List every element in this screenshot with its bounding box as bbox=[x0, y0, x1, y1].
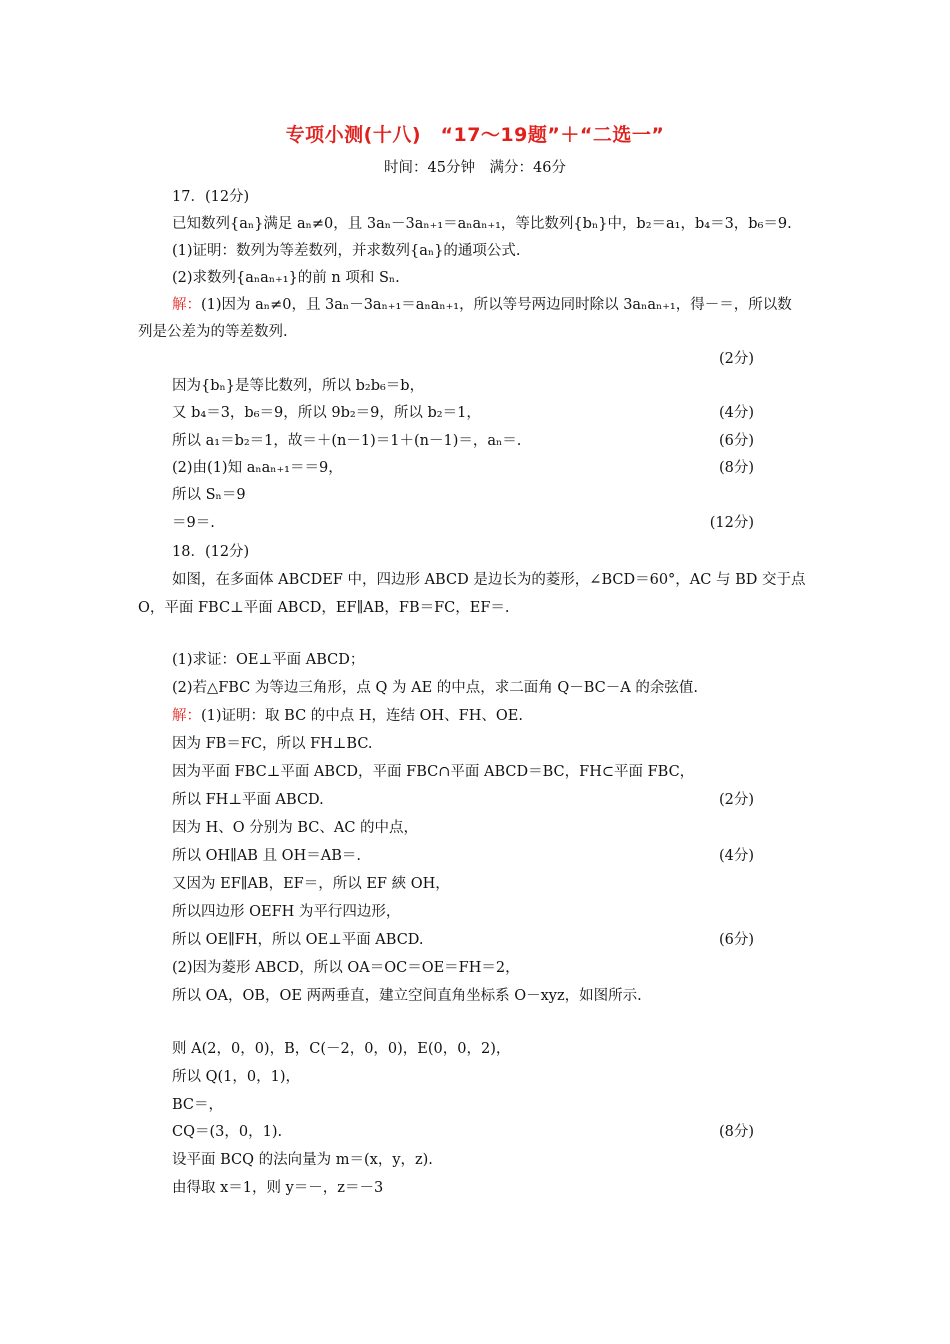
line-text: 设平面 BCQ 的法向量为 m＝(x，y，z). bbox=[172, 1152, 433, 1168]
text-line bbox=[172, 431, 521, 451]
line-text: CQ＝(3，0，1). bbox=[172, 1124, 283, 1140]
score-mark: (12分) bbox=[709, 515, 754, 531]
line-text: (1)求证：OE⊥平面 ABCD； bbox=[172, 652, 365, 668]
score-mark: (2分) bbox=[718, 351, 754, 367]
text-line bbox=[172, 1039, 510, 1059]
text-line bbox=[172, 485, 246, 505]
text-line bbox=[172, 902, 400, 922]
text-line bbox=[172, 930, 424, 950]
text-line bbox=[172, 403, 481, 423]
text-line bbox=[172, 295, 792, 315]
line-text: 因为 H、O 分别为 BC、AC 的中点， bbox=[172, 820, 419, 836]
line-text: O，平面 FBC⊥平面 ABCD，EF∥AB，FB＝FC，EF＝. bbox=[138, 600, 510, 616]
text-line bbox=[172, 1095, 223, 1115]
line-text: 又 b₄＝3，b₆＝9，所以 9b₂＝9，所以 b₂＝1， bbox=[172, 405, 481, 421]
text-line bbox=[172, 874, 450, 894]
text-line bbox=[172, 1067, 300, 1087]
score-mark: (8分) bbox=[718, 1124, 754, 1140]
page-subtitle: 时间：45分钟 满分：46分 bbox=[384, 160, 566, 176]
line-text: 所以 OA，OB，OE 两两垂直，建立空间直角坐标系 O－xyz，如图所示. bbox=[172, 988, 642, 1004]
score-mark: (4分) bbox=[718, 848, 754, 864]
text-line bbox=[172, 734, 373, 754]
line-text: 由得取 x＝1，则 y＝－，z＝－3 bbox=[172, 1180, 384, 1196]
line-text: 已知数列{aₙ}满足 aₙ≠0，且 3aₙ－3aₙ₊₁＝aₙaₙ₊₁，等比数列{bₙ}中，b₂＝a₁，b₄＝3，b₆＝9. bbox=[172, 216, 792, 232]
score-mark: (6分) bbox=[718, 433, 754, 449]
text-line bbox=[172, 376, 424, 396]
text-line bbox=[172, 762, 694, 782]
text-line bbox=[172, 986, 642, 1006]
text-line bbox=[172, 958, 520, 978]
text-line bbox=[172, 846, 361, 866]
text-line bbox=[138, 322, 288, 342]
score-mark: (4分) bbox=[718, 405, 754, 421]
score-mark: (8分) bbox=[718, 460, 754, 476]
line-text: 所以四边形 OEFH 为平行四边形， bbox=[172, 904, 401, 920]
text-line bbox=[138, 598, 510, 618]
line-text: (2)求数列{aₙaₙ₊₁}的前 n 项和 Sₙ. bbox=[172, 270, 400, 286]
text-line bbox=[172, 513, 215, 533]
text-line bbox=[172, 790, 324, 810]
text-line bbox=[172, 818, 418, 838]
text-line bbox=[172, 1122, 282, 1142]
line-text: 17．(12分) bbox=[172, 189, 250, 205]
line-text: 所以 OE∥FH，所以 OE⊥平面 ABCD. bbox=[172, 932, 424, 948]
line-text: 因为平面 FBC⊥平面 ABCD，平面 FBC∩平面 ABCD＝BC，FH⊂平面 FBC， bbox=[172, 764, 695, 780]
line-text: ＝9＝. bbox=[172, 515, 215, 531]
line-text: (1)证明：数列为等差数列，并求数列{aₙ}的通项公式. bbox=[172, 243, 521, 259]
text-line bbox=[172, 678, 698, 698]
solution-label: 解： bbox=[172, 708, 201, 724]
line-text: 列是公差为的等差数列. bbox=[138, 324, 288, 340]
text-line bbox=[172, 214, 792, 234]
line-text: (2)由(1)知 aₙaₙ₊₁＝＝9， bbox=[172, 460, 343, 476]
text-line bbox=[172, 268, 400, 288]
score-mark: (6分) bbox=[718, 932, 754, 948]
line-text: 如图，在多面体 ABCDEF 中，四边形 ABCD 是边长为的菱形，∠BCD＝60°，AC 与 BD 交于点 bbox=[172, 572, 806, 588]
line-text: 所以 OH∥AB 且 OH＝AB＝. bbox=[172, 848, 361, 864]
page-title: 专项小测(十八) “17～19题”＋“二选一” bbox=[285, 124, 665, 146]
text-line bbox=[172, 542, 249, 562]
score-mark: (2分) bbox=[718, 792, 754, 808]
text-line bbox=[172, 241, 521, 261]
line-text: 所以 Sₙ＝9 bbox=[172, 487, 246, 503]
line-text: 则 A(2，0，0)，B，C(－2，0，0)，E(0，0，2)， bbox=[172, 1041, 511, 1057]
text-line bbox=[172, 650, 364, 670]
line-text: (1)证明：取 BC 的中点 H，连结 OH、FH、OE. bbox=[201, 708, 523, 724]
line-text: 18．(12分) bbox=[172, 544, 250, 560]
line-text: 所以 Q(1，0，1)， bbox=[172, 1069, 300, 1085]
line-text: 所以 a₁＝b₂＝1，故＝＋(n－1)＝1＋(n－1)＝，aₙ＝. bbox=[172, 433, 522, 449]
line-text: 所以 FH⊥平面 ABCD. bbox=[172, 792, 324, 808]
text-line bbox=[172, 1150, 433, 1170]
line-text: (2)因为菱形 ABCD，所以 OA＝OC＝OE＝FH＝2， bbox=[172, 960, 520, 976]
text-line bbox=[172, 1178, 383, 1198]
line-text: (2)若△FBC 为等边三角形，点 Q 为 AE 的中点，求二面角 Q－BC－A 的余弦值. bbox=[172, 680, 698, 696]
text-line bbox=[172, 458, 343, 478]
solution-label: 解： bbox=[172, 297, 201, 313]
line-text: BC＝， bbox=[172, 1097, 224, 1113]
line-text: (1)因为 aₙ≠0，且 3aₙ－3aₙ₊₁＝aₙaₙ₊₁，所以等号两边同时除以 3aₙaₙ₊₁，得－＝，所以数 bbox=[201, 297, 792, 313]
text-line bbox=[172, 187, 249, 207]
line-text: 因为{bₙ}是等比数列，所以 b₂b₆＝b， bbox=[172, 378, 425, 394]
text-line bbox=[172, 706, 523, 726]
line-text: 因为 FB＝FC，所以 FH⊥BC. bbox=[172, 736, 373, 752]
text-line bbox=[172, 570, 805, 590]
line-text: 又因为 EF∥AB，EF＝，所以 EF 綊 OH， bbox=[172, 876, 450, 892]
